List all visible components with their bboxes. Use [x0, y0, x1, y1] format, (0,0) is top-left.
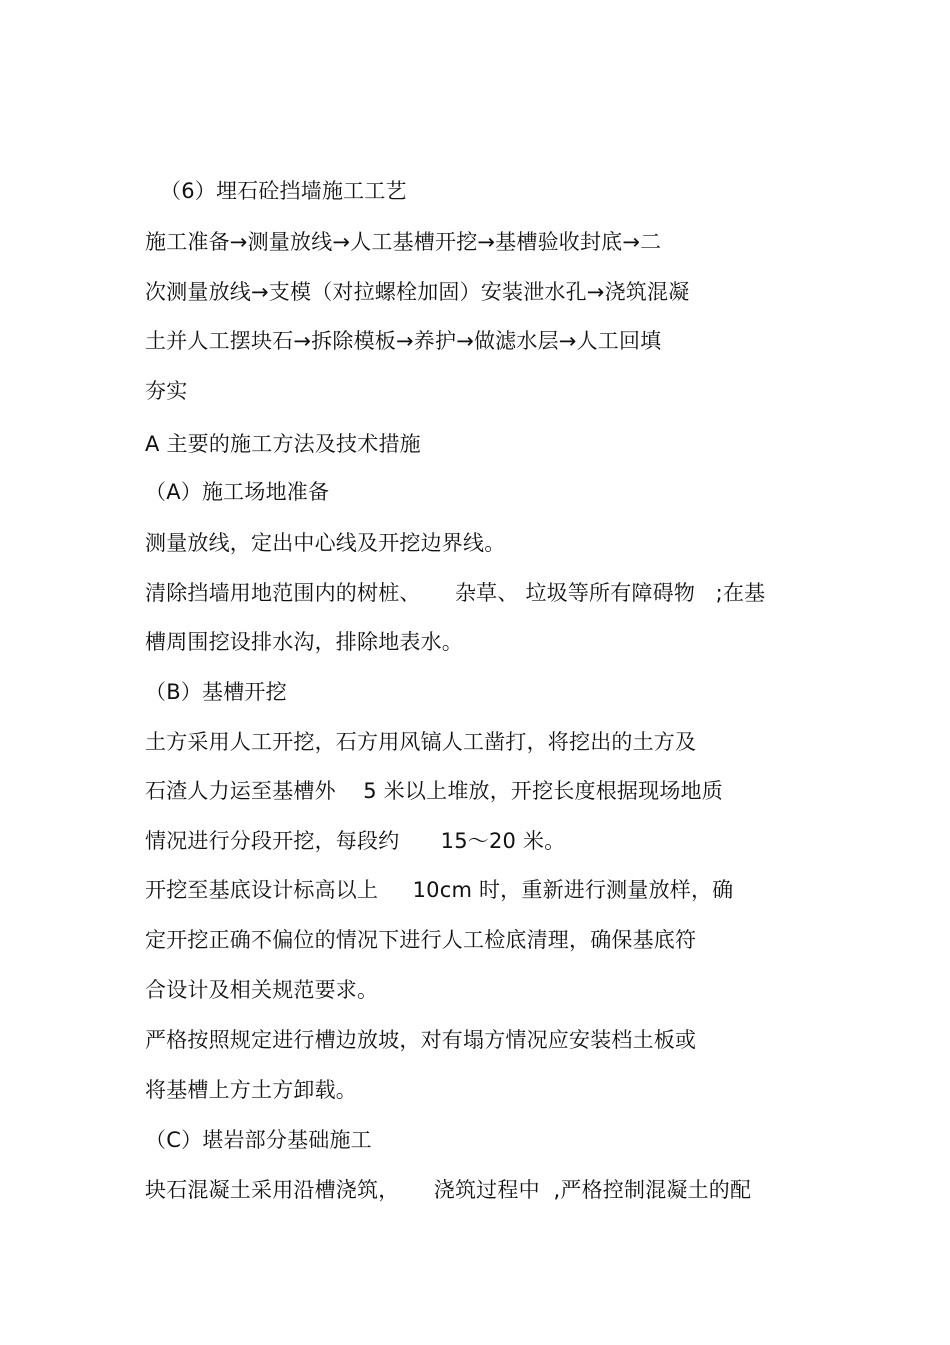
subsection-heading-c: （C）堪岩部分基础施工	[145, 1128, 372, 1152]
subsection-heading-a: （A）施工场地准备	[145, 480, 330, 504]
paragraph-line: 夯实	[145, 379, 188, 403]
paragraph-line: 测量放线，定出中心线及开挖边界线。	[145, 531, 506, 555]
paragraph-line: 严格按照规定进行槽边放坡，对有塌方情况应安装档土板或	[145, 1028, 697, 1052]
section-heading-a: A 主要的施工方法及技术措施	[145, 432, 421, 456]
paragraph-line: 定开挖正确不偏位的情况下进行人工检底清理，确保基底符	[145, 928, 697, 952]
section-heading-6: （6）埋石砼挡墙施工工艺	[160, 179, 407, 203]
paragraph-line: 开挖至基底设计标高以上 10cm 时，重新进行测量放样，确	[145, 878, 734, 902]
paragraph-line: 土并人工摆块石→拆除模板→养护→做滤水层→人工回填	[145, 329, 662, 353]
paragraph-line: 清除挡墙用地范围内的树桩、 杂草、 垃圾等所有障碍物 ;在基	[145, 581, 766, 605]
paragraph-line: 次测量放线→支模（对拉螺栓加固）安装泄水孔→浇筑混凝	[145, 280, 690, 304]
paragraph-line: 石渣人力运至基槽外 5 米以上堆放，开挖长度根据现场地质	[145, 779, 723, 803]
paragraph-line: 土方采用人工开挖，石方用风镐人工凿打，将挖出的土方及	[145, 730, 697, 754]
paragraph-line: 施工准备→测量放线→人工基槽开挖→基槽验收封底→二	[145, 230, 662, 254]
subsection-heading-b: （B）基槽开挖	[145, 680, 287, 704]
paragraph-line: 槽周围挖设排水沟，排除地表水。	[145, 630, 463, 654]
paragraph-line: 情况进行分段开挖，每段约 15～20 米。	[145, 829, 566, 853]
paragraph-line: 合设计及相关规范要求。	[145, 978, 379, 1002]
paragraph-line: 将基槽上方土方卸载。	[145, 1078, 357, 1102]
paragraph-line: 块石混凝土采用沿槽浇筑， 浇筑过程中 ,严格控制混凝土的配	[145, 1178, 752, 1202]
